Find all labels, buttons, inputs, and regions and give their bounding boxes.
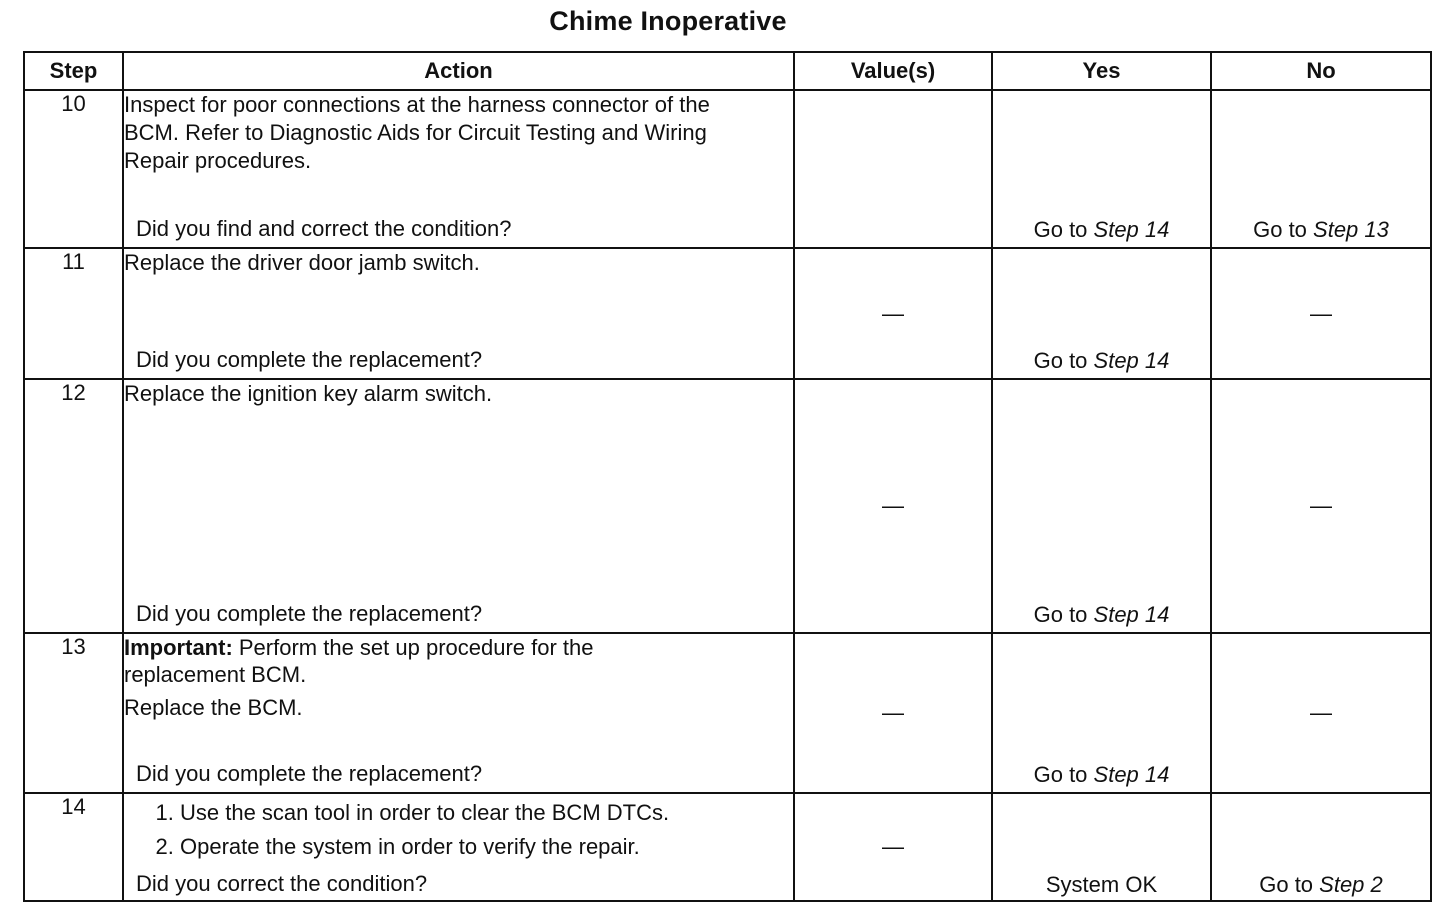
no-cell bbox=[1211, 379, 1431, 633]
step-number: 14 bbox=[24, 793, 123, 901]
yes-prefix: Go to bbox=[1033, 602, 1094, 627]
value-dash: — bbox=[882, 493, 904, 518]
header-step: Step bbox=[24, 52, 123, 90]
yes-step-link: Step 14 bbox=[1093, 217, 1170, 242]
action-cell bbox=[123, 633, 794, 793]
step-number: 10 bbox=[24, 90, 123, 248]
yes-prefix: Go to bbox=[1033, 348, 1094, 373]
yes-cell bbox=[992, 90, 1211, 248]
yes-cell bbox=[992, 379, 1211, 633]
no-prefix: Go to bbox=[1259, 872, 1320, 897]
table-row bbox=[24, 248, 1431, 379]
no-cell bbox=[1211, 793, 1431, 901]
yes-cell bbox=[992, 633, 1211, 793]
action-text: Replace the driver door jamb switch. bbox=[124, 250, 480, 275]
diagnostic-table bbox=[23, 51, 1432, 902]
step-number: 13 bbox=[24, 633, 123, 793]
action-cell bbox=[123, 379, 794, 633]
table-row bbox=[24, 793, 1431, 901]
yes-cell bbox=[992, 793, 1211, 901]
no-step-link: Step 2 bbox=[1319, 872, 1383, 897]
important-label: Important: bbox=[124, 635, 233, 660]
action-cell bbox=[123, 248, 794, 379]
table-row bbox=[24, 379, 1431, 633]
yes-cell bbox=[992, 248, 1211, 379]
yes-prefix: Go to bbox=[1033, 217, 1094, 242]
action-question: Did you correct the condition? bbox=[136, 871, 428, 896]
no-dash: — bbox=[1310, 493, 1332, 518]
no-prefix: Go to bbox=[1253, 217, 1314, 242]
action-question: Did you complete the replacement? bbox=[136, 347, 483, 372]
no-dash: — bbox=[1310, 300, 1332, 326]
action-text: Replace the ignition key alarm switch. bbox=[124, 381, 493, 406]
action-question: Did you complete the replacement? bbox=[136, 761, 483, 786]
page-title: Chime Inoperative bbox=[549, 6, 787, 36]
important-note bbox=[124, 634, 664, 688]
step-number: 11 bbox=[24, 248, 123, 379]
important-text: Perform the set up procedure for the replacement BCM. bbox=[124, 635, 594, 687]
step-number: 12 bbox=[24, 379, 123, 633]
no-cell bbox=[1211, 90, 1431, 248]
header-no: No bbox=[1211, 52, 1431, 90]
yes-step-link: Step 14 bbox=[1093, 602, 1170, 627]
value-dash: — bbox=[882, 834, 904, 859]
value-dash: — bbox=[882, 700, 904, 725]
action-question: Did you find and correct the condition? bbox=[136, 216, 512, 241]
value-dash: — bbox=[882, 300, 904, 326]
header-action: Action bbox=[123, 52, 794, 90]
header-values: Value(s) bbox=[794, 52, 992, 90]
no-step-link: Step 13 bbox=[1313, 217, 1389, 242]
action-text: Replace the BCM. bbox=[124, 695, 303, 720]
value-cell bbox=[794, 633, 992, 793]
table-row bbox=[24, 90, 1431, 248]
action-question: Did you complete the replacement? bbox=[136, 601, 483, 626]
action-cell bbox=[123, 90, 794, 248]
value-cell bbox=[794, 90, 992, 248]
value-cell bbox=[794, 793, 992, 901]
value-cell bbox=[794, 379, 992, 633]
header-yes: Yes bbox=[992, 52, 1211, 90]
value-cell bbox=[794, 248, 992, 379]
yes-text: System OK bbox=[1045, 872, 1158, 897]
list-item: 1. Use the scan tool in order to clear the BCM DTCs. bbox=[180, 796, 793, 830]
list-item: 2. Operate the system in order to verify the repair. bbox=[180, 830, 793, 864]
table-header-row bbox=[24, 52, 1431, 90]
yes-step-link: Step 14 bbox=[1093, 348, 1170, 373]
no-dash: — bbox=[1310, 700, 1332, 725]
action-steps-list bbox=[124, 796, 793, 864]
no-cell bbox=[1211, 633, 1431, 793]
action-cell bbox=[123, 793, 794, 901]
table-row bbox=[24, 633, 1431, 793]
action-text: Inspect for poor connections at the harness connector of the BCM. Refer to Diagnostic Aids for Circuit Testing and Wiring Repair procedures. bbox=[124, 92, 710, 173]
yes-prefix: Go to bbox=[1033, 762, 1094, 787]
yes-step-link: Step 14 bbox=[1093, 762, 1170, 787]
no-cell bbox=[1211, 248, 1431, 379]
